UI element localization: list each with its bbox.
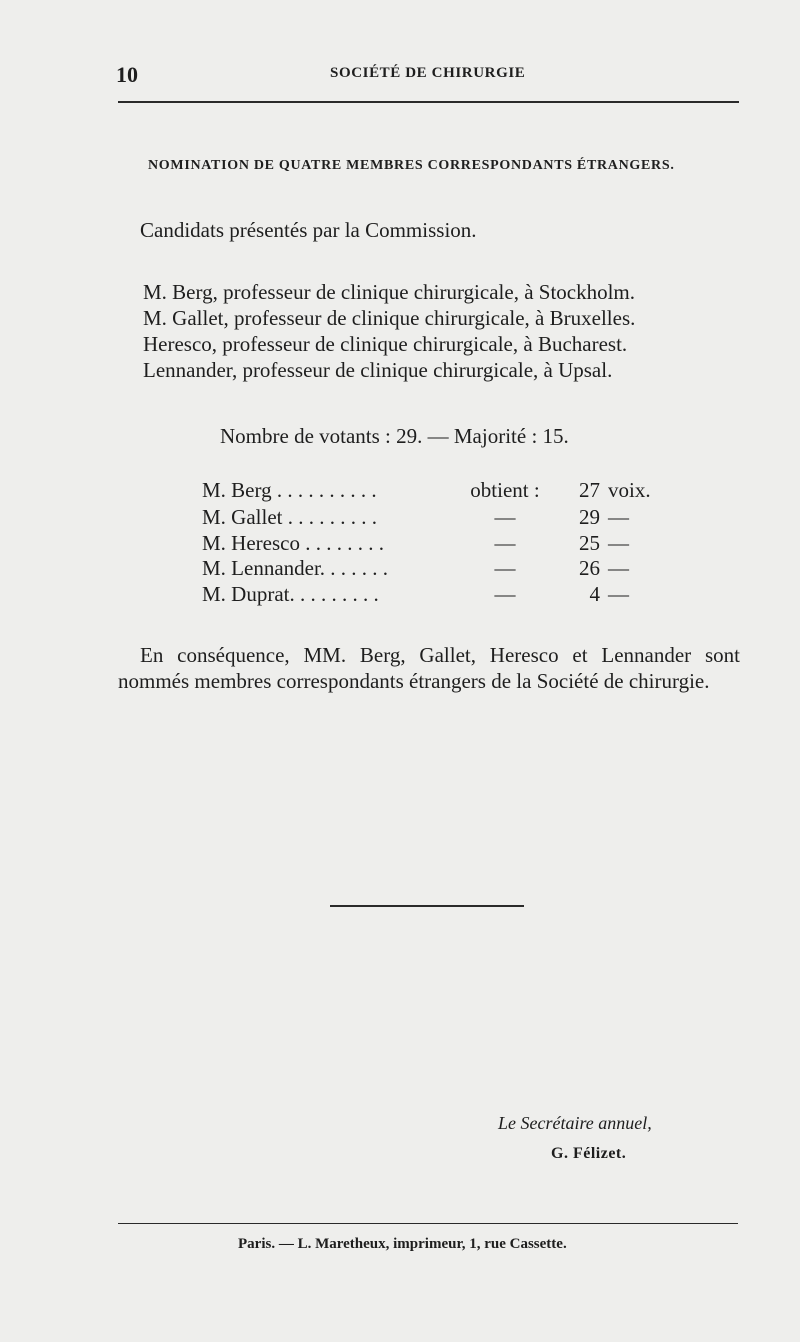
candidate-line: Lennander, professeur de clinique chirurgicale, à Upsal.	[143, 358, 613, 382]
candidate-line: M. Gallet, professeur de clinique chirurgicale, à Bruxelles.	[143, 306, 636, 330]
signature-name: G. Félizet.	[551, 1145, 627, 1162]
header-rule	[118, 101, 739, 103]
result-votes: 29	[579, 505, 600, 529]
result-separator: —	[494, 505, 516, 529]
result-separator: —	[494, 556, 516, 580]
result-votes: 26	[579, 556, 600, 580]
result-votes: 25	[579, 531, 600, 555]
footer-rule	[118, 1223, 738, 1224]
result-name: M. Berg . . . . . . . . . .	[202, 478, 377, 502]
result-unit: —	[608, 505, 629, 529]
result-separator: obtient :	[470, 478, 540, 502]
result-separator: —	[494, 582, 516, 606]
result-name: M. Heresco . . . . . . . .	[202, 531, 384, 555]
signature-title: Le Secrétaire annuel,	[498, 1113, 652, 1133]
candidate-line: Heresco, professeur de clinique chirurgicale, à Bucharest.	[143, 332, 628, 356]
conclusion-paragraph	[118, 642, 740, 694]
page-number: 10	[116, 62, 138, 87]
result-name: M. Duprat. . . . . . . . .	[202, 582, 379, 606]
result-votes: 4	[589, 582, 600, 606]
result-name: M. Gallet . . . . . . . . .	[202, 505, 377, 529]
section-title: NOMINATION DE QUATRE MEMBRES CORRESPONDANTS ÉTRANGERS.	[148, 158, 675, 173]
running-head: SOCIÉTÉ DE CHIRURGIE	[330, 65, 526, 81]
result-unit: voix.	[608, 478, 651, 502]
result-unit: —	[608, 556, 629, 580]
result-unit: —	[608, 582, 629, 606]
conclusion-text: En conséquence, MM. Berg, Gallet, Heresco et Lennander sont nommés membres correspondants étrangers de la Société de chirurgie.	[118, 643, 740, 693]
section-divider	[330, 905, 524, 907]
candidates-intro: Candidats présentés par la Commission.	[140, 218, 477, 242]
candidate-line: M. Berg, professeur de clinique chirurgicale, à Stockholm.	[143, 280, 636, 304]
result-unit: —	[608, 531, 629, 555]
vote-statistics: Nombre de votants : 29. — Majorité : 15.	[220, 424, 569, 448]
printer-imprint: Paris. — L. Maretheux, imprimeur, 1, rue Cassette.	[238, 1236, 567, 1252]
result-votes: 27	[579, 478, 600, 502]
result-name: M. Lennander. . . . . . .	[202, 556, 389, 580]
result-separator: —	[494, 531, 516, 555]
